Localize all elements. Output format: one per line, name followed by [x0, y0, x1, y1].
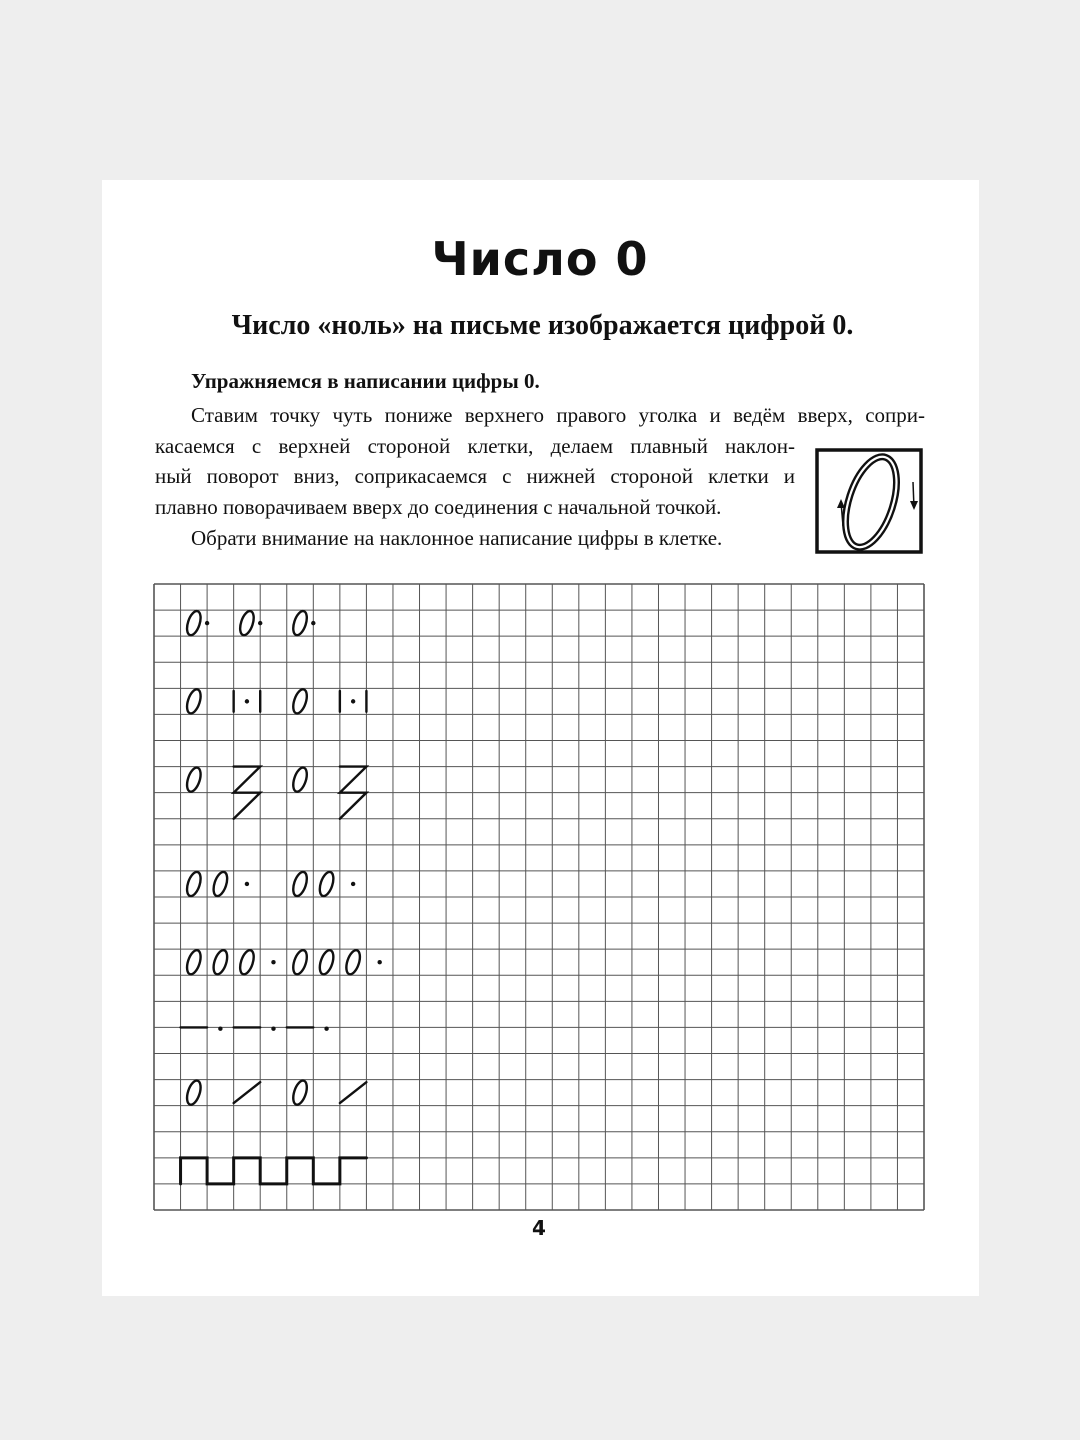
dot: [311, 621, 315, 625]
digit-zero: [317, 948, 336, 975]
slanted-zero-with-arrows-icon: [815, 448, 925, 556]
digit-zero: [291, 766, 310, 793]
digit-zero: [211, 948, 230, 975]
instruction-line: плавно поворачиваем вверх до соединения с начальной точкой.: [155, 494, 722, 519]
row-triple-zero: [184, 948, 381, 975]
digit-zero: [291, 688, 310, 715]
dot: [245, 882, 249, 886]
page-number: 4: [532, 1216, 546, 1240]
zigzag: [340, 767, 367, 819]
dot: [351, 882, 355, 886]
row-zero-slash: [184, 1079, 366, 1106]
slash: [340, 1082, 367, 1103]
zigzag: [234, 767, 261, 819]
digit-zero: [317, 870, 336, 897]
grid-lines: [154, 584, 924, 1210]
dot: [245, 699, 249, 703]
dot: [377, 960, 381, 964]
digit-zero: [291, 870, 310, 897]
digit-zero: [238, 609, 257, 636]
digit-zero: [184, 688, 203, 715]
instruction-paragraph: [155, 400, 925, 522]
instruction-line: Ставим точку чуть пониже верхнего правого уголка и ведём вверх, сопри-: [191, 403, 925, 427]
row-zero-dot: [184, 609, 315, 636]
subtitle: Число «ноль» на письме изображается цифрой 0.: [231, 310, 854, 341]
row-zero-dotted-box: [184, 688, 366, 715]
exercise-heading: Упражняемся в написании цифры 0.: [191, 369, 540, 393]
dot: [271, 1027, 275, 1031]
dot: [351, 699, 355, 703]
instruction-line: ный поворот вниз, соприкасаемся с нижней стороной клетки и: [155, 464, 795, 488]
page-title: Число 0: [431, 232, 649, 286]
dot: [258, 621, 262, 625]
digit-zero: [344, 948, 363, 975]
digit-zero: [184, 766, 203, 793]
digit-zero: [184, 609, 203, 636]
row-meander: [181, 1158, 367, 1184]
digit-zero: [291, 1079, 310, 1106]
digit-zero: [211, 870, 230, 897]
digit-zero: [184, 948, 203, 975]
digit-zero: [184, 870, 203, 897]
digit-zero: [238, 948, 257, 975]
row-double-zero: [184, 870, 355, 897]
dot: [205, 621, 209, 625]
digit-zero: [291, 609, 310, 636]
digit-zero: [184, 1079, 203, 1106]
attention-note: Обрати внимание на наклонное написание цифры в клетке.: [191, 526, 723, 550]
practice-grid: [153, 583, 925, 1211]
slash: [234, 1082, 261, 1103]
dot: [271, 960, 275, 964]
row-dash-dot: [181, 1027, 329, 1031]
dot: [324, 1027, 328, 1031]
digit-zero: [291, 948, 310, 975]
instruction-line: касаемся с верхней стороной клетки, делаем плавный наклон-: [155, 433, 795, 458]
dot: [218, 1027, 222, 1031]
meander-line: [181, 1158, 367, 1184]
